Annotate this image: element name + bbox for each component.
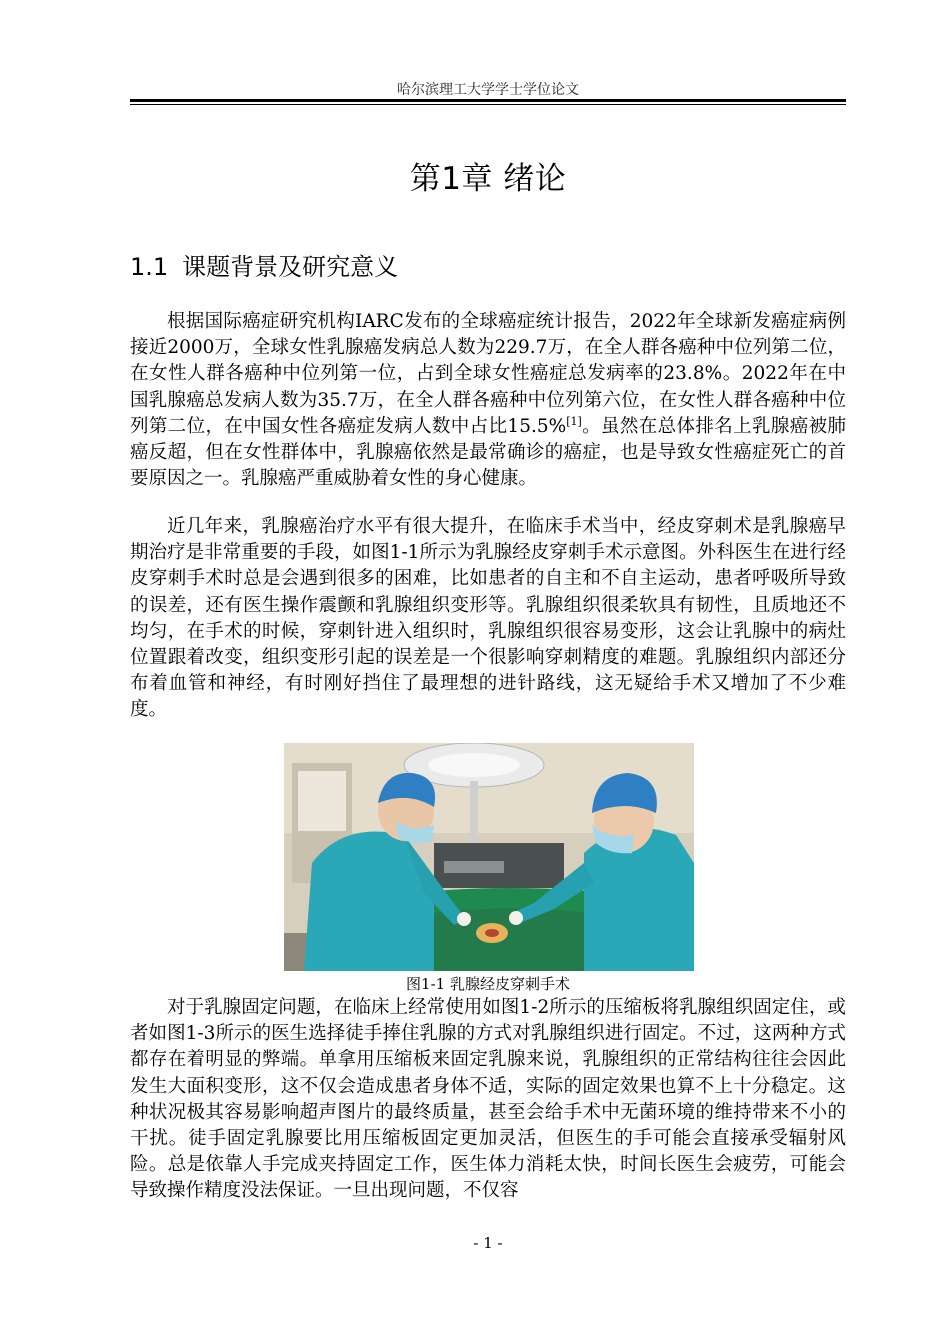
section-title: 课题背景及研究意义 [182, 253, 399, 281]
figure-caption: 图1-1 乳腺经皮穿刺手术 [406, 975, 570, 993]
paragraph-1-tail: 。虽然在总体排名上乳腺癌被肺癌反超，但在女性群体中，乳腺癌依然是最常确诊的癌症，也是导致女性癌症死亡的首要原因之一。乳腺癌严重威胁着女性的身心健康。 [130, 415, 846, 490]
paragraph-1 [130, 309, 846, 492]
citation: [1] [566, 414, 582, 428]
surgery-photo [284, 743, 694, 971]
page-number: - 1 - [473, 1234, 503, 1252]
paragraph-3: 对于乳腺固定问题，在临床上经常使用如图1-2所示的压缩板将乳腺组织固定住，或者如图1-3所示的医生选择徒手捧住乳腺的方式对乳腺组织进行固定。不过，这两种方式都存在着明显的弊端。单拿用压缩板来固定乳腺来说，乳腺组织的正常结构往往会因此发生大面积变形，这不仅会造成患者身体不适，实际的固定效果也算不上十分稳定。这种状况极其容易影响超声图片的最终质量，甚至会给手术中无菌环境的维持带来不小的干扰。徒手固定乳腺要比用压缩板固定更加灵活，但医生的手可能会直接承受辐射风险。总是依靠人手完成夹持固定工作，医生体力消耗太快，时间长医生会疲劳，可能会导致操作精度没法保证。一旦出现问题，不仅容 [130, 997, 846, 1202]
running-header: 哈尔滨理工大学学士学位论文 [397, 82, 579, 98]
header-rule-thick [130, 99, 846, 102]
paragraph-1-text: 根据国际癌症研究机构IARC发布的全球癌症统计报告，2022年全球新发癌症病例接近2000万，全球女性乳腺癌发病总人数为229.7万，在全人群各癌种中位列第二位，在女性人群各癌种中位列第一位，占到全球女性癌症总发病率的23.8%。2022年在中国乳腺癌总发病人数为35.7万，在全人群各癌种中位列第六位，在女性人群各癌种中位列第二位，在中国女性各癌症发病人数中占比15.5% [130, 311, 846, 437]
chapter-title: 第1章 绪论 [409, 161, 567, 197]
section-heading [130, 247, 398, 282]
paragraph-2: 近几年来，乳腺癌治疗水平有很大提升，在临床手术当中，经皮穿刺术是乳腺癌早期治疗是非常重要的手段，如图1-1所示为乳腺经皮穿刺手术示意图。外科医生在进行经皮穿刺手术时总是会遇到很多的困难，比如患者的自主和不自主运动，患者呼吸所导致的误差，还有医生操作震颤和乳腺组织变形等。乳腺组织很柔软具有韧性，且质地还不均匀，在手术的时候，穿刺针进入组织时，乳腺组织很容易变形，这会让乳腺中的病灶位置跟着改变，组织变形引起的误差是一个很影响穿刺精度的难题。乳腺组织内部还分布着血管和神经，有时刚好挡住了最理想的进针路线，这无疑给手术又增加了不少难度。 [130, 516, 846, 721]
header-rule-thin [130, 104, 846, 105]
section-number: 1.1 [130, 253, 169, 281]
